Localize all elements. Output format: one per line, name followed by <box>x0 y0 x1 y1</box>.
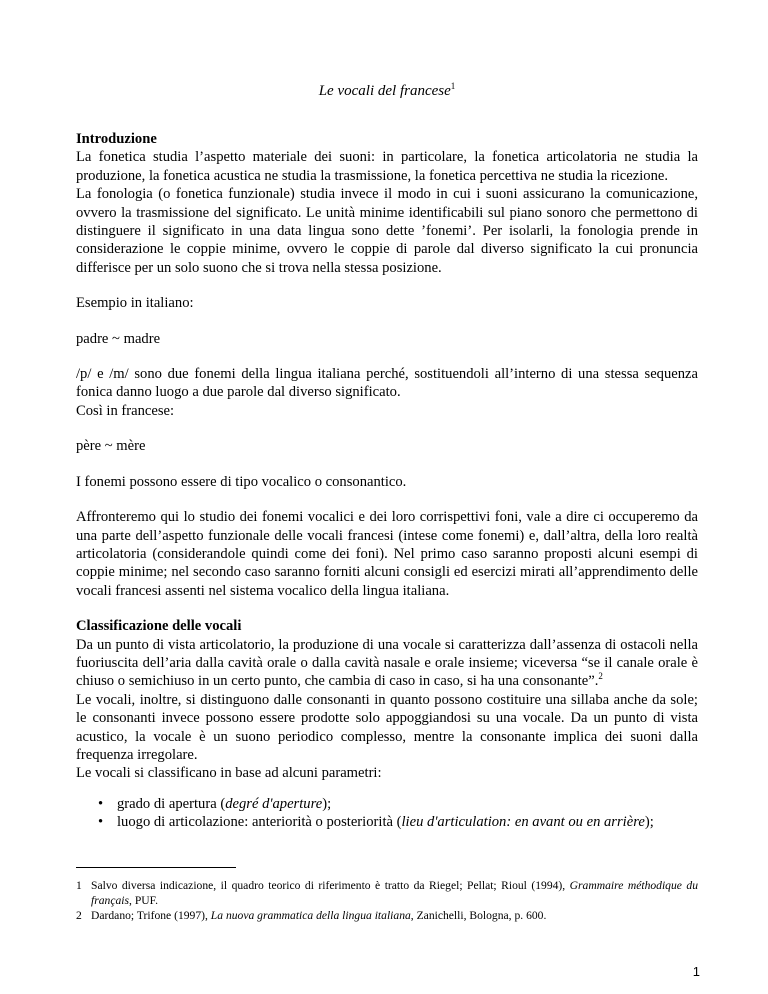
body-text <box>76 130 698 832</box>
paragraph: /p/ e /m/ sono due fonemi della lingua italiana perché, sostituendoli all’interno di una stessa sequenza fonica danno luogo a due parole dal diverso significato. <box>76 366 698 401</box>
footnote: 2 Dardano; Trifone (1997), La nuova grammatica della lingua italiana, Zanichelli, Bologna, p. 600. <box>76 909 547 922</box>
bullet-icon: • <box>98 814 104 831</box>
paragraph: Affronteremo qui lo studio dei fonemi vocalici e dei loro corrispettivi foni, vale a dire ci occuperemo da una parte dell’aspetto funzionale delle vocali francesi (intese come fonemi) e, dall’altra, della loro realtà articolatoria (considerandole quindi come dei foni). Nel primo caso saranno proposti alcuni esempi di coppie minime; nel secondo caso saranno forniti alcuni consigli ed esercizi mirati all’apprendimento delle vocali francesi assenti nel sistema vocalico della lingua italiana. <box>76 509 698 599</box>
footnote-ref: 2 <box>598 671 603 682</box>
example-pair: père ~ mère <box>76 438 146 455</box>
section-heading-classification: Classificazione delle vocali <box>76 618 242 635</box>
paragraph: Le vocali, inoltre, si distinguono dalle consonanti in quanto possono costituire una sillaba anche da sole; le consonanti invece possono essere prodotte solo appoggiandosi su una vocale. Da un punto di vista acustico, la vocale è un suono periodico complesso, mentre la consonante implica dei suoni dalla frequenza irregolare. <box>76 691 698 763</box>
bullet-icon: • <box>98 795 104 812</box>
footnote: 1 Salvo diversa indicazione, il quadro teorico di riferimento è tratto da Riegel; Pellat; Rioul (1994), Grammaire méthodique du français, PUF. <box>76 879 698 907</box>
footnote-ref: 1 <box>450 81 456 91</box>
paragraph: Da un punto di vista articolatorio, la produzione di una vocale si caratterizza dall’assenza di ostacoli nella fuoriuscita dell’aria dalla cavità orale o dalla cavità nasale e orale insieme; viceversa “se il canale orale è chiuso o semichiuso in un certo punto, che cambia di caso in caso, si ha una consonante”.$^2$ <box>76 636 698 690</box>
footnotes <box>76 878 698 923</box>
section-heading-intro: Introduzione <box>76 131 157 147</box>
example-pair: padre ~ madre <box>76 330 161 347</box>
paragraph: Le vocali si classificano in base ad alcuni parametri: <box>76 765 382 782</box>
page-number: 1 <box>692 964 700 979</box>
paragraph: La fonetica studia l’aspetto materiale dei suoni: in particolare, la fonetica articolatoria ne studia la produzione, la fonetica acustica ne studia la trasmissione, la fonetica percettiva ne studia la ricezione. <box>76 149 698 184</box>
paragraph: I fonemi possono essere di tipo vocalico o consonantico. <box>76 473 407 490</box>
paragraph: Così in francese: <box>76 402 175 419</box>
paragraph: La fonologia (o fonetica funzionale) studia invece il modo in cui i suoni assicurano la comunicazione, ovvero la trasmissione del significato. Le unità minime identificabili sul piano sonoro che permettono di distinguere il significato in una data lingua sono dette ’fonemi’. Per isolarli, la fonologia prende in considerazione le coppie minime, ovvero le coppie di parole dal diverso significato la cui pronuncia differisce per un solo suono che si trova nella stessa posizione. <box>76 186 698 276</box>
list-item: • grado di apertura (degré d'aperture); <box>98 795 332 812</box>
list-item: • luogo di articolazione: anteriorità o posteriorità (lieu d'articulation: en avant ou en arrière); <box>98 814 654 831</box>
page-title: Le vocali del francese$^1$ <box>318 81 456 99</box>
footnote-divider <box>76 867 236 868</box>
paragraph: Esempio in italiano: <box>76 295 194 312</box>
bullet-list <box>76 795 698 832</box>
